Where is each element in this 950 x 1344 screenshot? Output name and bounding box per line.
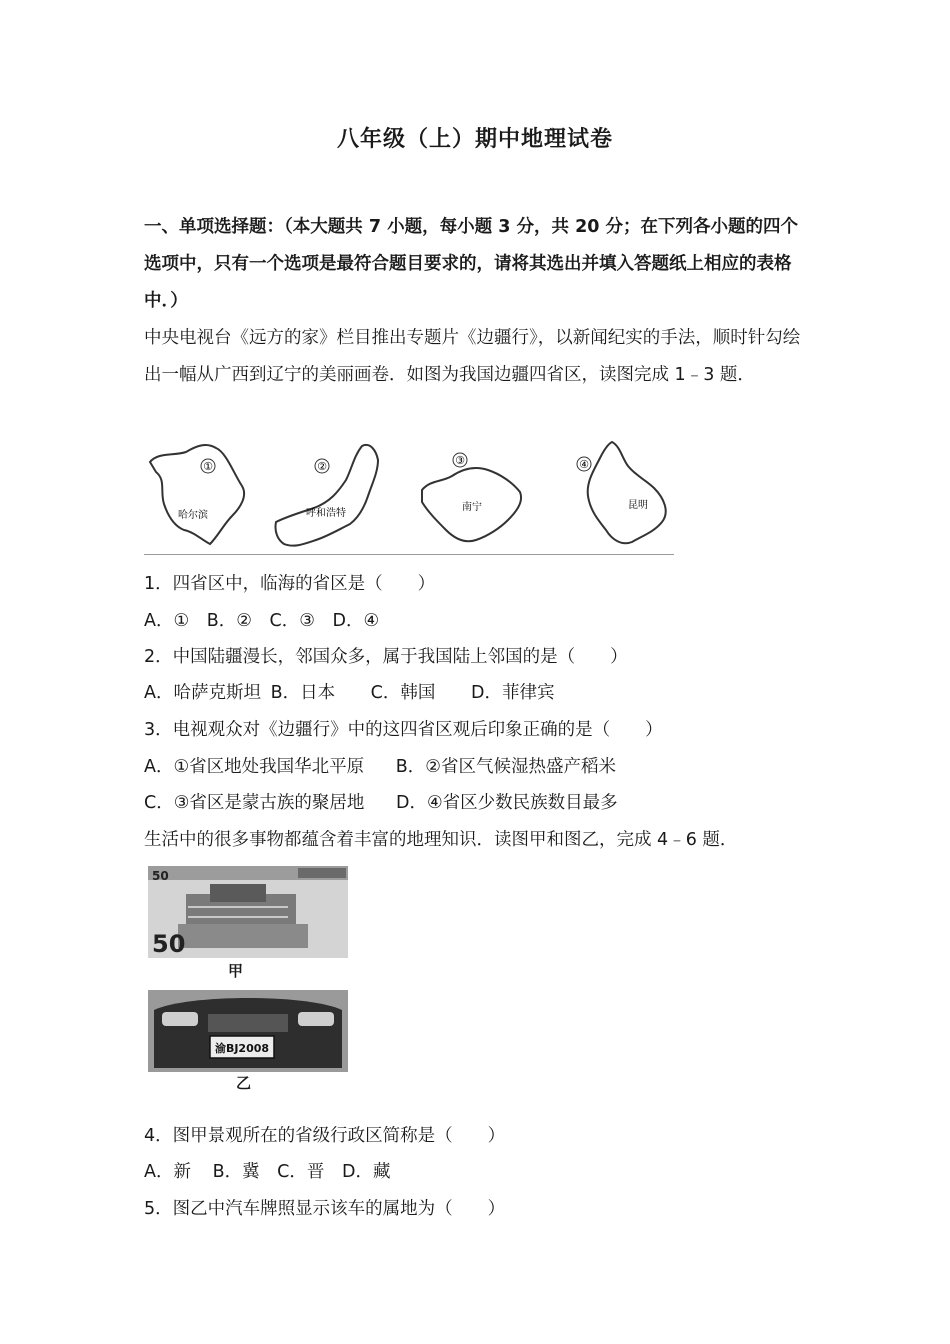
q4-option-d[interactable]: D．藏 (341, 1162, 391, 1182)
q2-option-c[interactable]: C．韩国 (370, 683, 436, 703)
car-image (148, 990, 348, 1072)
figure-b-caption: 乙 (236, 1074, 252, 1092)
q3-option-d[interactable]: D．④省区少数民族数目最多 (396, 793, 618, 813)
map-city-3: 南宁 (462, 502, 482, 513)
q1-option-d[interactable]: D．④ (332, 611, 380, 631)
q4-option-c[interactable]: C．晋 (277, 1162, 325, 1182)
figure-divider (144, 554, 674, 555)
page-title: 八年级（上）期中地理试卷 (336, 127, 613, 152)
banknote-image (148, 866, 348, 958)
q1-option-b[interactable]: B．② (206, 611, 252, 631)
map-num-3: ③ (455, 454, 465, 467)
q4-option-a[interactable]: A．新 (144, 1162, 191, 1182)
q3-option-b[interactable]: B．②省区气候湿热盛产稻米 (395, 757, 616, 777)
q1-options (144, 609, 379, 633)
license-plate: 渝BJ2008 (214, 1042, 270, 1055)
q2-option-d[interactable]: D．菲律宾 (470, 683, 555, 703)
q1-option-c[interactable]: C．③ (269, 611, 315, 631)
map-num-1: ① (203, 460, 213, 473)
q3-option-a[interactable]: A．①省区地处我国华北平原 (144, 757, 365, 777)
map-yunnan (572, 436, 682, 548)
q4-options (144, 1160, 390, 1184)
intro-2: 生活中的很多事物都蕴含着丰富的地理知识．读图甲和图乙，完成 4﹣6 题． (144, 830, 738, 850)
q3-stem: 3．电视观众对《边疆行》中的这四省区观后印象正确的是（ ） (144, 720, 663, 740)
q1-option-a[interactable]: A．① (144, 611, 190, 631)
map-heilongjiang (144, 436, 254, 548)
map-num-4: ④ (579, 458, 589, 471)
q4-stem: 4．图甲景观所在的省级行政区简称是（ ） (144, 1126, 506, 1146)
q3-options-row1 (144, 755, 616, 779)
banknote-value-large: 50 (152, 930, 186, 958)
q1-stem: 1．四省区中，临海的省区是（ ） (144, 574, 436, 594)
section1-heading: 一、单项选择题：（本大题共 7 小题，每小题 3 分，共 20 分；在下列各小题的四个选项中，只有一个选项是最符合题目要求的，请将其选出并填入答题纸上相应的表格中．） (144, 217, 799, 311)
q2-options (144, 681, 554, 705)
map-city-2: 呼和浩特 (306, 508, 346, 519)
q2-option-b[interactable]: B．日本 (270, 683, 336, 703)
figure-a-caption: 甲 (228, 962, 244, 980)
q5-stem: 5．图乙中汽车牌照显示该车的属地为（ ） (144, 1199, 506, 1219)
q4-option-b[interactable]: B．冀 (212, 1162, 260, 1182)
map-city-1: 哈尔滨 (178, 510, 208, 521)
map-inner-mongolia (274, 436, 394, 548)
section1-intro: 中央电视台《远方的家》栏目推出专题片《边疆行》，以新闻纪实的手法，顺时针勾绘出一幅从广西到辽宁的美丽画卷．如图为我国边疆四省区，读图完成 1﹣3 题． (144, 328, 801, 385)
banknote-value-small: 50 (152, 869, 169, 883)
map-num-2: ② (317, 460, 327, 473)
q3-option-c[interactable]: C．③省区是蒙古族的聚居地 (144, 793, 365, 813)
q2-stem: 2．中国陆疆漫长，邻国众多，属于我国陆上邻国的是（ ） (144, 647, 628, 667)
map-city-4: 昆明 (628, 500, 648, 511)
map-guangxi (416, 436, 536, 548)
province-maps-figure (144, 436, 674, 556)
q2-option-a[interactable]: A．哈萨克斯坦 (144, 683, 261, 703)
q3-options-row2 (144, 791, 618, 815)
